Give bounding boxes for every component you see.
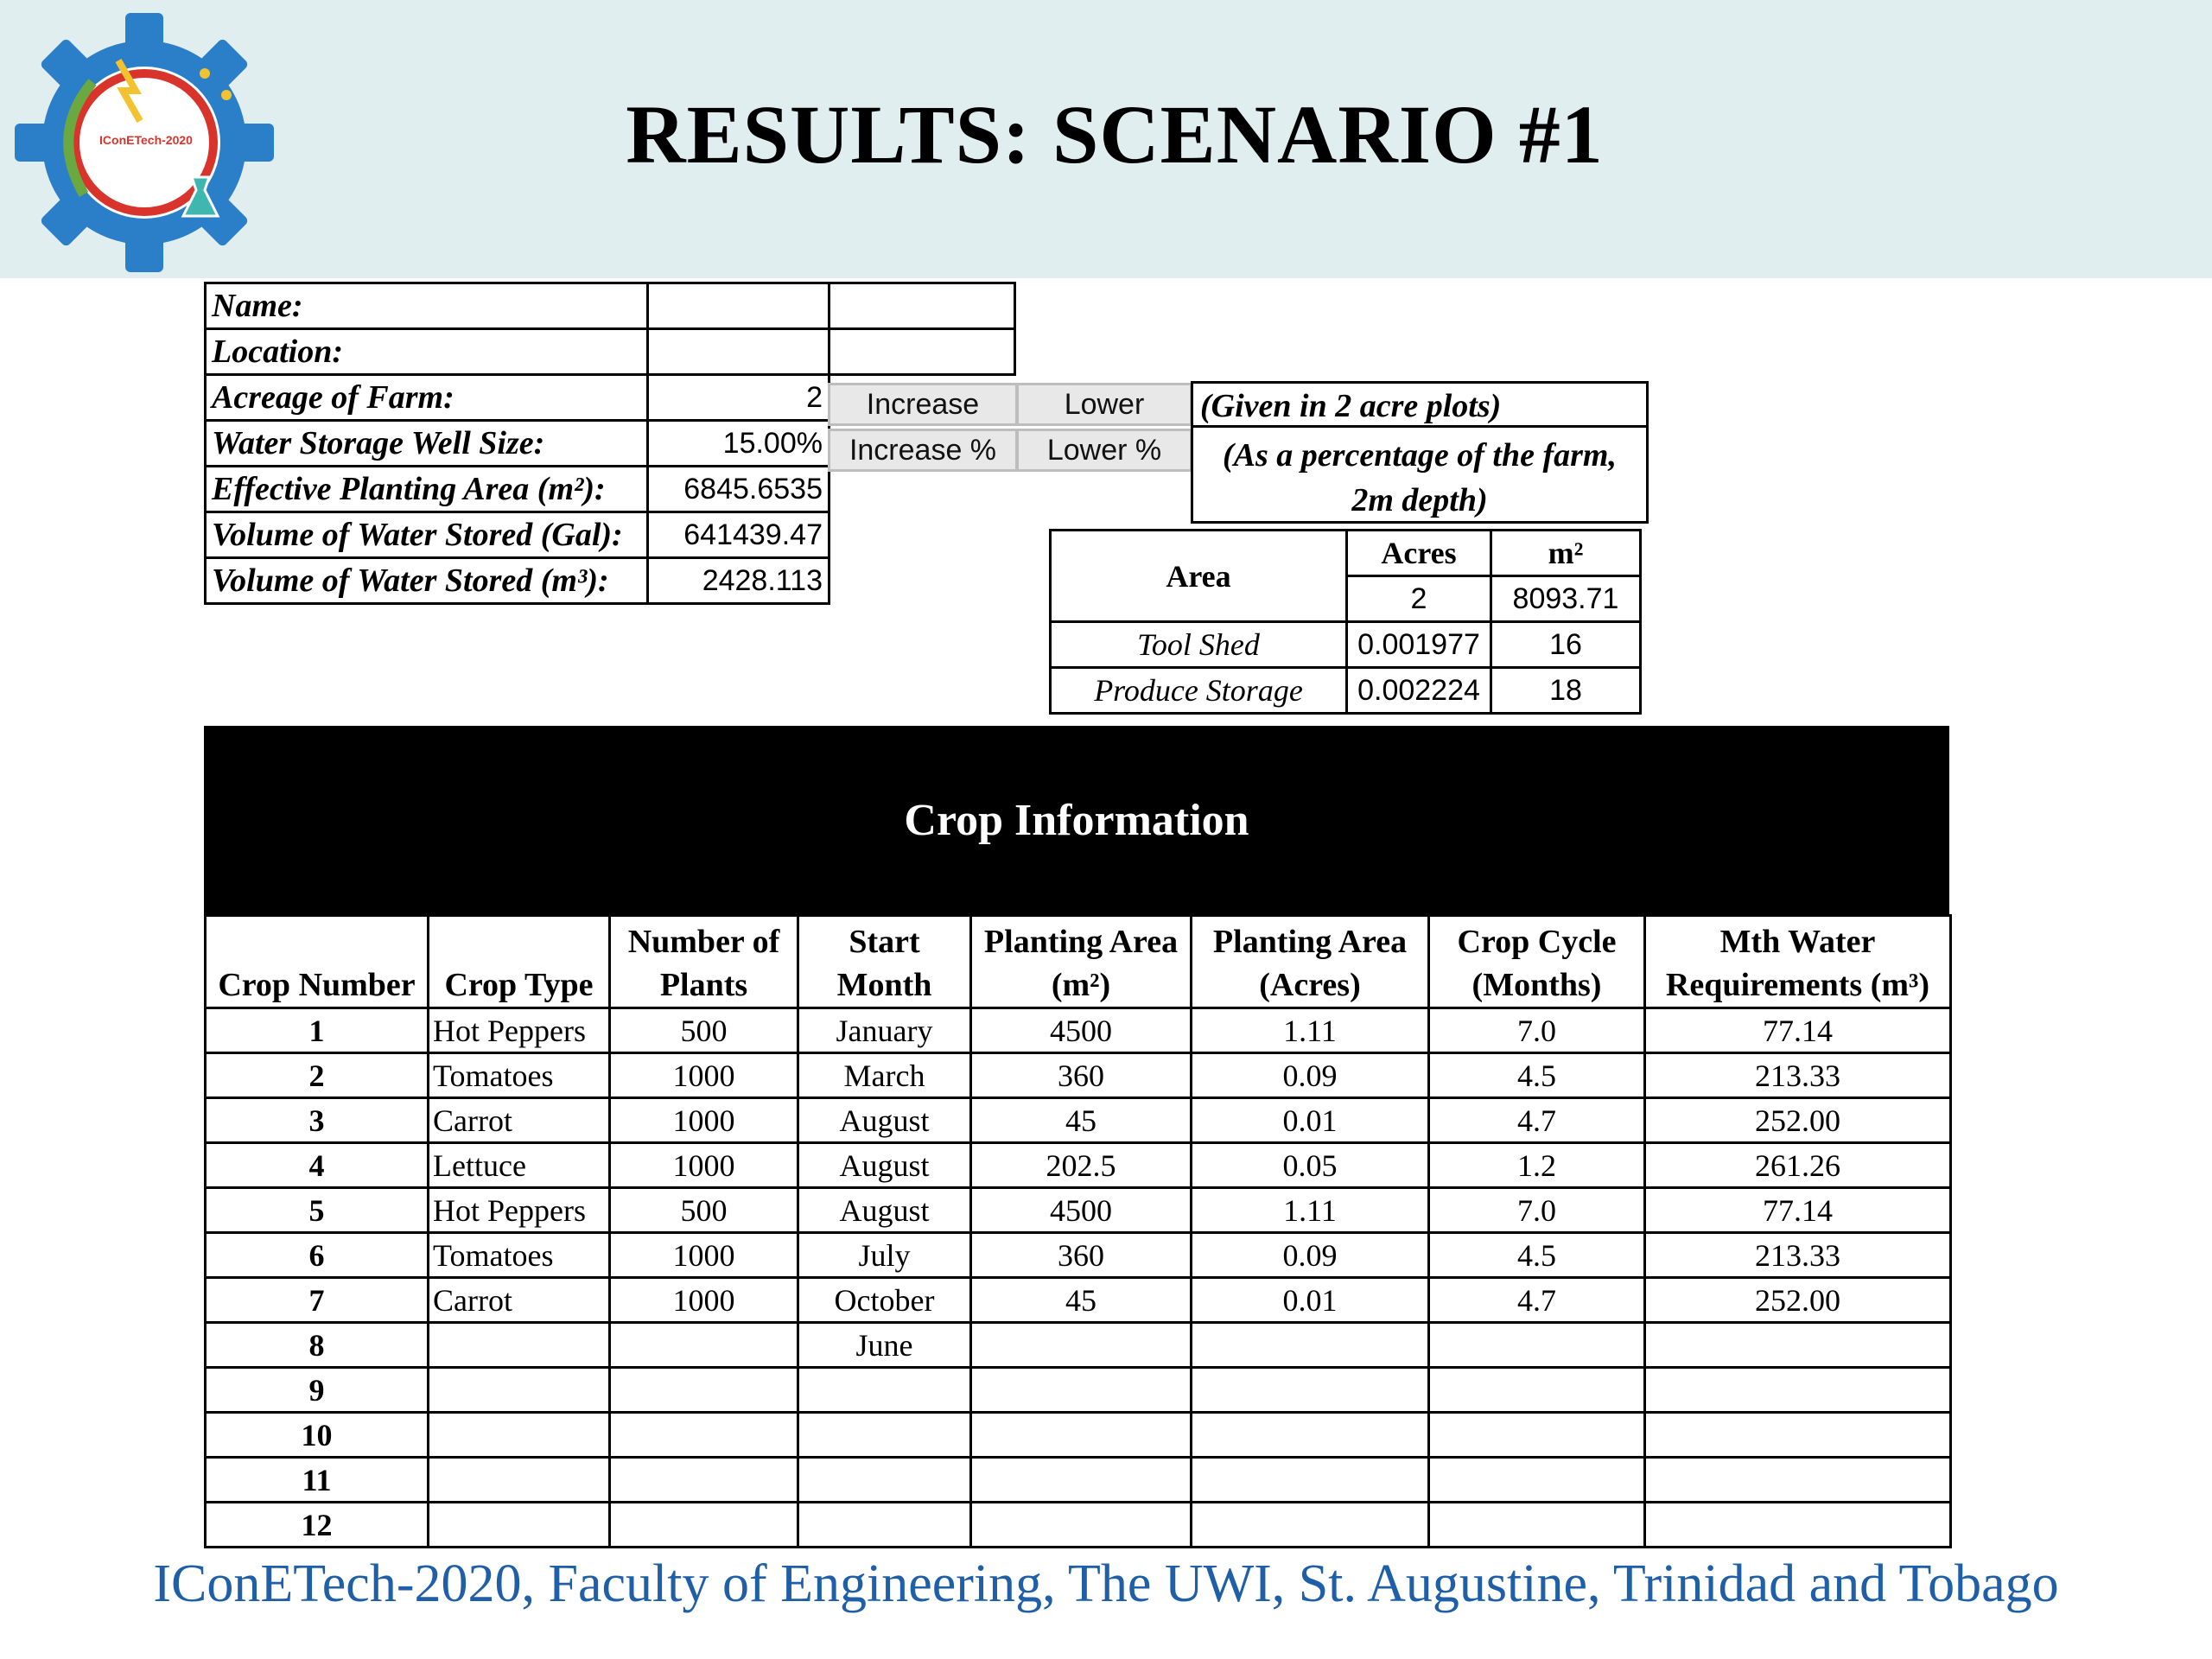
percentage-note-line2: 2m depth) [1351, 482, 1488, 518]
plants-header: Number of Plants [610, 916, 798, 1008]
water-requirement-cell: 261.26 [1645, 1143, 1951, 1188]
location-label: Location: [206, 329, 648, 375]
planting-area-m2-cell: 360 [971, 1233, 1192, 1278]
water-m3-label: Volume of Water Stored (m³): [206, 558, 648, 604]
planting-area-m2-cell: 4500 [971, 1188, 1192, 1233]
water-requirement-cell: 213.33 [1645, 1053, 1951, 1098]
crop-type-cell[interactable]: Hot Peppers [429, 1188, 610, 1233]
acreage-value[interactable]: 2 [648, 375, 830, 421]
crop-header-row [206, 916, 1951, 1008]
page-title: RESULTS: SCENARIO #1 [626, 88, 1604, 181]
planting-area-m2-cell: 4500 [971, 1008, 1192, 1053]
crop-type-cell[interactable] [429, 1323, 610, 1368]
crop-type-cell[interactable]: Tomatoes [429, 1233, 610, 1278]
well-size-value[interactable]: 15.00% [648, 421, 830, 467]
plants-cell[interactable]: 1000 [610, 1098, 798, 1143]
start-month-cell[interactable]: July [798, 1233, 971, 1278]
start-month-cell[interactable]: August [798, 1098, 971, 1143]
crop-number-cell: 4 [206, 1143, 429, 1188]
produce-storage-acres: 0.002224 [1347, 668, 1491, 714]
area-table [1049, 529, 1642, 715]
plants-cell[interactable]: 500 [610, 1188, 798, 1233]
start-month-header: Start Month [798, 916, 971, 1008]
produce-storage-m2: 18 [1491, 668, 1641, 714]
planting-area-m2-header: Planting Area (m²) [971, 916, 1192, 1008]
planting-area-acres-cell: 0.01 [1192, 1278, 1429, 1323]
crop-cycle-cell [1429, 1323, 1645, 1368]
start-month-cell[interactable]: June [798, 1323, 971, 1368]
planting-area-m2-cell: 360 [971, 1053, 1192, 1098]
water-requirement-cell [1645, 1503, 1951, 1548]
table-row [206, 1053, 1951, 1098]
produce-storage-label: Produce Storage [1051, 668, 1347, 714]
table-row [206, 467, 1015, 512]
total-m2: 8093.71 [1491, 576, 1641, 622]
plants-cell[interactable]: 500 [610, 1008, 798, 1053]
percentage-note-line1: (As a percentage of the farm, [1223, 437, 1617, 474]
table-row [1051, 668, 1641, 714]
planting-area-m2-cell: 45 [971, 1098, 1192, 1143]
location-value[interactable] [648, 329, 830, 375]
crop-number-cell: 8 [206, 1323, 429, 1368]
water-requirement-cell: 213.33 [1645, 1233, 1951, 1278]
crop-type-cell[interactable]: Tomatoes [429, 1053, 610, 1098]
planting-area-acres-header: Planting Area (Acres) [1192, 916, 1429, 1008]
table-row [206, 1188, 1951, 1233]
crop-number-cell: 7 [206, 1278, 429, 1323]
footer-text: IConETech-2020, Faculty of Engineering, The UWI, St. Augustine, Trinidad and Tobago [153, 1554, 2059, 1613]
planting-area-label: Effective Planting Area (m²): [206, 467, 648, 512]
planting-area-m2-cell [971, 1503, 1192, 1548]
tool-shed-acres: 0.001977 [1347, 622, 1491, 668]
planting-area-acres-cell [1192, 1323, 1429, 1368]
crop-cycle-cell: 7.0 [1429, 1188, 1645, 1233]
plants-cell[interactable] [610, 1368, 798, 1413]
planting-area-acres-cell: 1.11 [1192, 1008, 1429, 1053]
start-month-cell[interactable] [798, 1503, 971, 1548]
planting-area-m2-cell [971, 1458, 1192, 1503]
crop-table-body [206, 1008, 1951, 1548]
crop-type-cell[interactable]: Lettuce [429, 1143, 610, 1188]
start-month-cell[interactable] [798, 1368, 971, 1413]
planting-area-acres-cell [1192, 1503, 1429, 1548]
start-month-cell[interactable]: August [798, 1143, 971, 1188]
crop-cycle-cell [1429, 1368, 1645, 1413]
water-requirement-cell: 252.00 [1645, 1278, 1951, 1323]
crop-type-cell[interactable] [429, 1368, 610, 1413]
plants-cell[interactable]: 1000 [610, 1278, 798, 1323]
table-row [206, 512, 1015, 558]
table-row [206, 558, 1015, 604]
table-row [206, 1458, 1951, 1503]
table-row [206, 1098, 1951, 1143]
water-requirement-cell [1645, 1413, 1951, 1458]
crop-cycle-cell [1429, 1458, 1645, 1503]
start-month-cell[interactable]: October [798, 1278, 971, 1323]
table-row [206, 1143, 1951, 1188]
crop-number-header: Crop Number [206, 916, 429, 1008]
logo-text: IConETech-2020 [99, 133, 193, 147]
crop-type-cell[interactable] [429, 1458, 610, 1503]
acres-header: Acres [1347, 531, 1491, 576]
planting-area-acres-cell: 1.11 [1192, 1188, 1429, 1233]
area-header: Area [1051, 531, 1347, 622]
crop-cycle-header: Crop Cycle (Months) [1429, 916, 1645, 1008]
well-size-label: Water Storage Well Size: [206, 421, 648, 467]
acre-note: (Given in 2 acre plots) [1191, 381, 1649, 428]
lower-percent-button[interactable]: Lower % [1016, 429, 1192, 472]
increase-button[interactable]: Increase [828, 383, 1018, 426]
crop-cycle-cell [1429, 1413, 1645, 1458]
crop-table [204, 914, 1952, 1548]
start-month-cell[interactable]: January [798, 1008, 971, 1053]
planting-area-acres-cell [1192, 1413, 1429, 1458]
water-requirement-cell [1645, 1368, 1951, 1413]
table-row [206, 1323, 1951, 1368]
planting-area-acres-cell [1192, 1368, 1429, 1413]
planting-area-m2-cell [971, 1413, 1192, 1458]
plants-cell[interactable] [610, 1503, 798, 1548]
plants-cell[interactable] [610, 1413, 798, 1458]
increase-percent-button[interactable]: Increase % [828, 429, 1018, 472]
water-requirements-header: Mth Water Requirements (m³) [1645, 916, 1951, 1008]
planting-area-acres-cell [1192, 1458, 1429, 1503]
table-row [206, 283, 1015, 329]
planting-area-acres-cell: 0.09 [1192, 1053, 1429, 1098]
blank-cell [830, 329, 1015, 375]
crop-cycle-cell: 4.7 [1429, 1098, 1645, 1143]
table-row [206, 1008, 1951, 1053]
crop-number-cell: 10 [206, 1413, 429, 1458]
crop-number-cell: 9 [206, 1368, 429, 1413]
table-row [206, 1413, 1951, 1458]
planting-area-m2-cell [971, 1368, 1192, 1413]
planting-area-acres-cell: 0.05 [1192, 1143, 1429, 1188]
water-requirement-cell [1645, 1458, 1951, 1503]
crop-number-cell: 5 [206, 1188, 429, 1233]
tool-shed-label: Tool Shed [1051, 622, 1347, 668]
crop-number-cell: 1 [206, 1008, 429, 1053]
planting-area-value: 6845.6535 [648, 467, 830, 512]
crop-type-cell[interactable]: Carrot [429, 1098, 610, 1143]
crop-number-cell: 12 [206, 1503, 429, 1548]
table-row [206, 1503, 1951, 1548]
water-m3-value: 2428.113 [648, 558, 830, 604]
table-row [1051, 531, 1641, 576]
crop-cycle-cell: 4.7 [1429, 1278, 1645, 1323]
total-acres: 2 [1347, 576, 1491, 622]
start-month-cell[interactable] [798, 1413, 971, 1458]
crop-info-banner: Crop Information [204, 726, 1949, 914]
planting-area-acres-cell: 0.01 [1192, 1098, 1429, 1143]
table-row [206, 1233, 1951, 1278]
start-month-cell[interactable]: August [798, 1188, 971, 1233]
acreage-label: Acreage of Farm: [206, 375, 648, 421]
crop-number-cell: 2 [206, 1053, 429, 1098]
water-requirement-cell: 77.14 [1645, 1188, 1951, 1233]
crop-information-section [204, 726, 1949, 1548]
name-value[interactable] [648, 283, 830, 329]
crop-cycle-cell: 7.0 [1429, 1008, 1645, 1053]
plants-cell[interactable]: 1000 [610, 1053, 798, 1098]
percentage-note [1191, 425, 1649, 524]
planting-area-m2-cell: 202.5 [971, 1143, 1192, 1188]
start-month-cell[interactable]: March [798, 1053, 971, 1098]
table-row [1051, 622, 1641, 668]
planting-area-m2-cell: 45 [971, 1278, 1192, 1323]
start-month-cell[interactable] [798, 1458, 971, 1503]
crop-type-cell[interactable] [429, 1503, 610, 1548]
tool-shed-m2: 16 [1491, 622, 1641, 668]
table-row [206, 1278, 1951, 1323]
water-requirement-cell: 252.00 [1645, 1098, 1951, 1143]
crop-number-cell: 3 [206, 1098, 429, 1143]
crop-cycle-cell: 4.5 [1429, 1053, 1645, 1098]
table-row [206, 1368, 1951, 1413]
crop-type-header: Crop Type [429, 916, 610, 1008]
plants-cell[interactable]: 1000 [610, 1233, 798, 1278]
crop-type-cell[interactable] [429, 1413, 610, 1458]
crop-cycle-cell: 1.2 [1429, 1143, 1645, 1188]
plants-cell[interactable] [610, 1323, 798, 1368]
crop-cycle-cell: 4.5 [1429, 1233, 1645, 1278]
table-row [206, 329, 1015, 375]
lower-button[interactable]: Lower [1016, 383, 1192, 426]
water-gal-value: 641439.47 [648, 512, 830, 558]
m2-header: m² [1491, 531, 1641, 576]
planting-area-acres-cell: 0.09 [1192, 1233, 1429, 1278]
plants-cell[interactable] [610, 1458, 798, 1503]
water-requirement-cell: 77.14 [1645, 1008, 1951, 1053]
water-requirement-cell [1645, 1323, 1951, 1368]
blank-cell [830, 283, 1015, 329]
crop-type-cell[interactable]: Carrot [429, 1278, 610, 1323]
crop-type-cell[interactable]: Hot Peppers [429, 1008, 610, 1053]
planting-area-m2-cell [971, 1323, 1192, 1368]
crop-number-cell: 11 [206, 1458, 429, 1503]
crop-number-cell: 6 [206, 1233, 429, 1278]
name-label: Name: [206, 283, 648, 329]
conference-logo [10, 9, 278, 276]
plants-cell[interactable]: 1000 [610, 1143, 798, 1188]
crop-cycle-cell [1429, 1503, 1645, 1548]
water-gal-label: Volume of Water Stored (Gal): [206, 512, 648, 558]
